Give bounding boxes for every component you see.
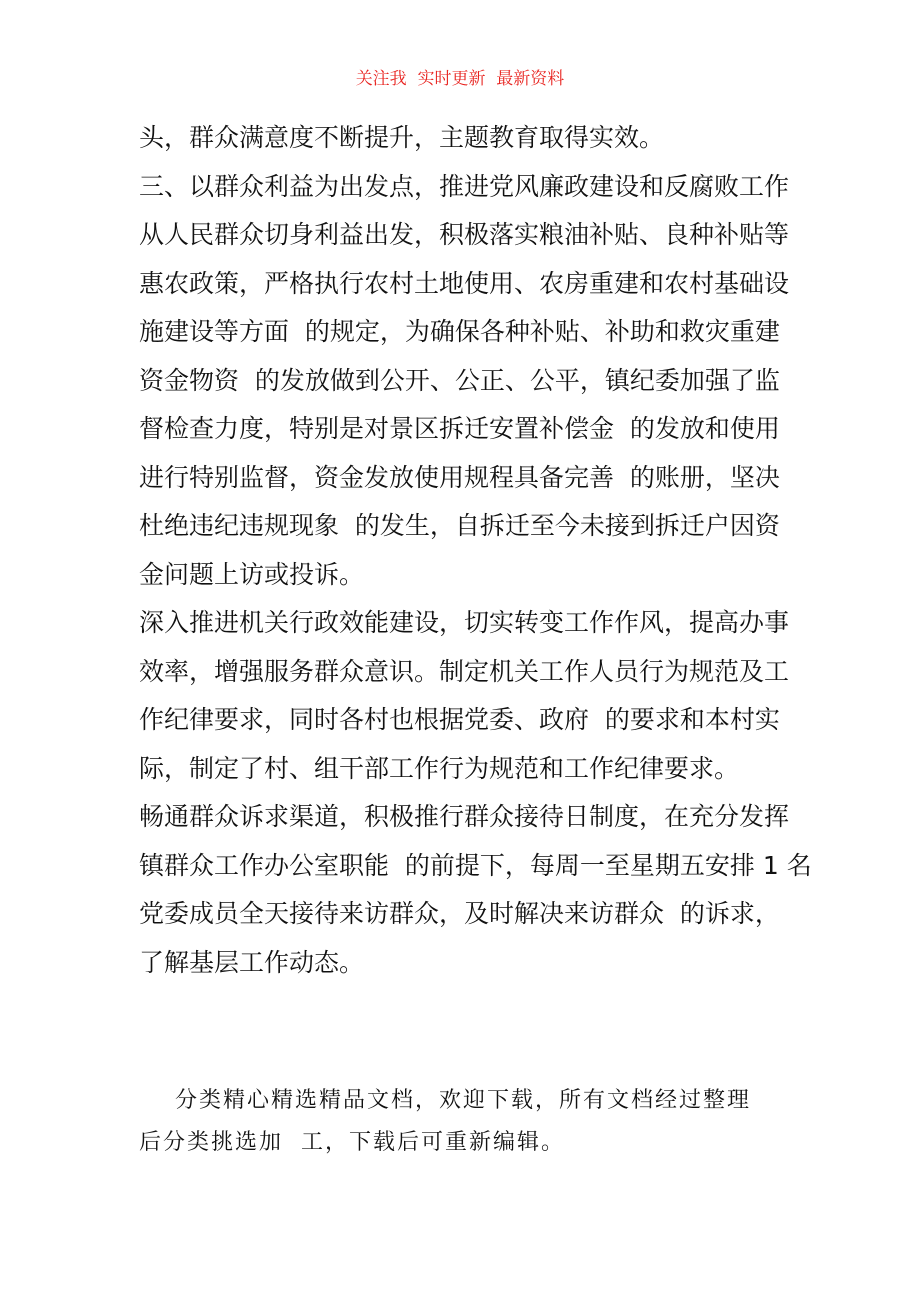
promo-header: 关注我 实时更新 最新资料 <box>355 69 565 89</box>
body-line: 资金物资 的发放做到公开、公正、公平，镇纪委加强了监 <box>139 365 780 395</box>
body-line: 镇群众工作办公室职能 的前提下，每周一至星期五安排 1 名 <box>139 850 812 880</box>
section-heading: 三、以群众利益为出发点，推进党风廉政建设和反腐败工作 <box>139 171 790 201</box>
document-body <box>139 114 812 987</box>
body-line: 畅通群众诉求渠道，积极推行群众接待日制度，在充分发挥 <box>139 802 790 831</box>
body-line: 金问题上访或投诉。 <box>139 559 365 589</box>
body-line: 效率，增强服务群众意识。制定机关工作人员行为规范及工 <box>139 656 790 686</box>
footer-line: 分类精心精选精品文档，欢迎下载，所有文档经过整理 <box>139 1088 751 1113</box>
body-line: 际，制定了村、组干部工作行为规范和工作纪律要求。 <box>139 753 740 783</box>
body-line: 杜绝违纪违规现象 的发生，自拆迁至今未接到拆迁户因资 <box>139 511 780 540</box>
body-line: 党委成员全天接待来访群众，及时解决来访群众 的诉求， <box>139 899 780 928</box>
body-line: 督检查力度，特别是对景区拆迁安置补偿金 的发放和使用 <box>139 414 780 443</box>
body-line: 从人民群众切身利益出发，积极落实粮油补贴、良种补贴等 <box>139 220 790 249</box>
body-line: 深入推进机关行政效能建设，切实转变工作作风，提高办事 <box>139 608 790 637</box>
body-line: 惠农政策，严格执行农村土地使用、农房重建和农村基础设 <box>139 268 790 298</box>
body-line: 了解基层工作动态。 <box>139 947 365 977</box>
body-line: 进行特别监督，资金发放使用规程具备完善 的账册，坚决 <box>139 462 780 492</box>
footer-note <box>139 1080 799 1164</box>
body-line: 施建设等方面 的规定，为确保各种补贴、补助和救灾重建 <box>139 317 780 346</box>
body-line: 头，群众满意度不断提升，主题教育取得实效。 <box>139 123 665 152</box>
body-line: 作纪律要求，同时各村也根据党委、政府 的要求和本村实 <box>139 705 780 734</box>
footer-line: 后分类挑选加 工，下载后可重新编辑。 <box>139 1130 565 1155</box>
